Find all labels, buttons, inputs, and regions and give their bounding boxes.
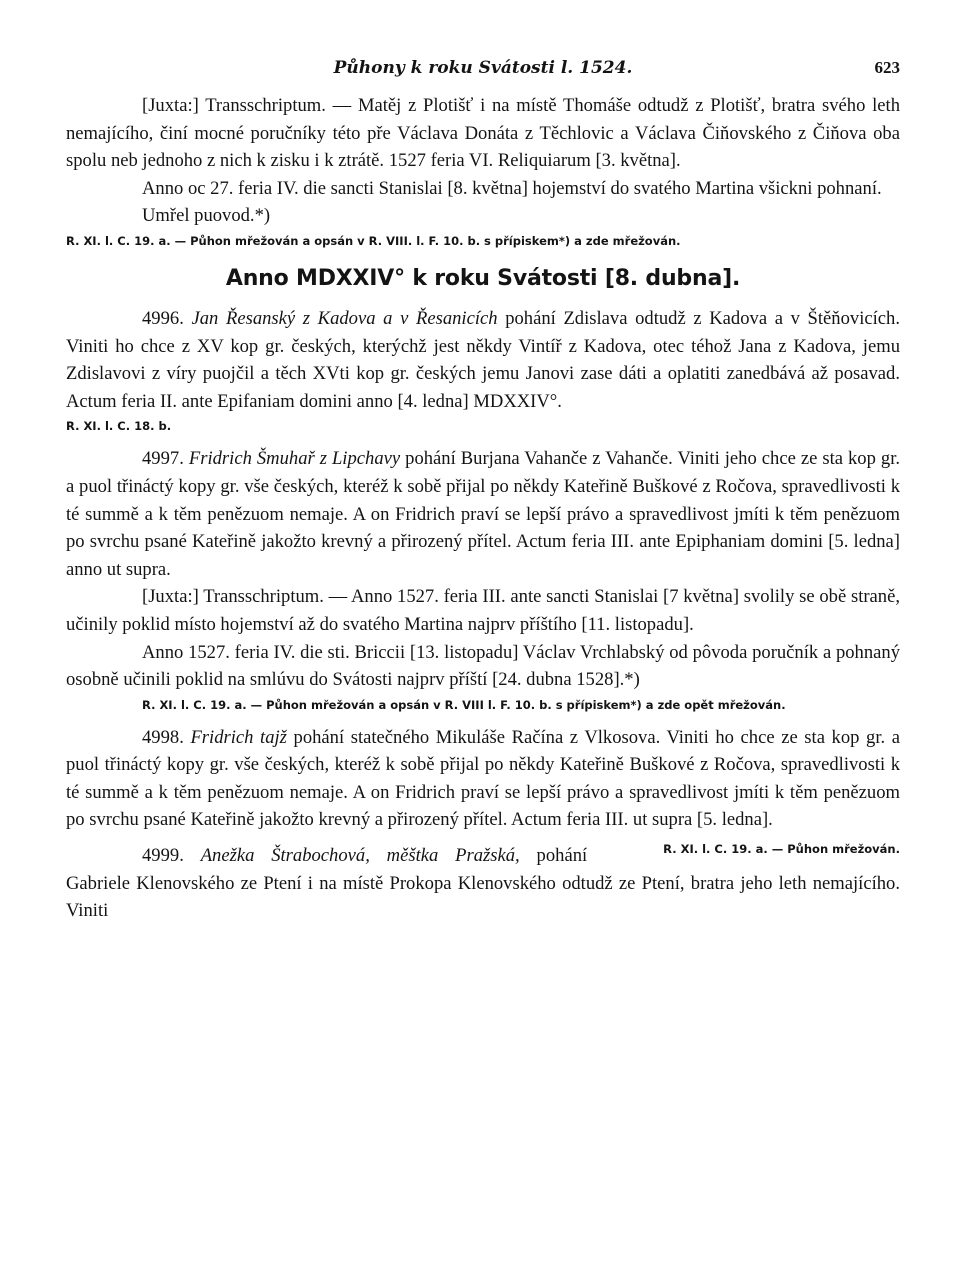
page-number: 623 — [874, 58, 900, 77]
source-note: R. XI. l. C. 18. b. — [66, 419, 172, 434]
entry-party-name: Fridrich Šmuhař z Lipchavy — [188, 448, 401, 470]
entry-number: 4996. — [142, 307, 184, 329]
entry-party-name: Anežka Štrabochová, měštka Pražská, — [200, 845, 520, 867]
umrel-paragraph: Umřel puovod.*) — [142, 205, 271, 227]
entry-text: pohání Burjana Vahanče z Vahanče. Viniti jeho chce ze sta kop gr. a puol třináctý kopy gr. vše českých, kteréž k sobě přijal po někdy Kateřině Buškové z Ročova, spravedlivosti k té summě a k těm penězuom nemaje. A on Fridrich praví se lepší právo a spravedlivost jmíti k těm penězuom po svrchu psané Kateřině jakožto krevný a přirozený přítel. Actum feria III. ante Epiphaniam domini [5. ledna] anno ut supra. — [66, 448, 901, 580]
page-header — [66, 52, 900, 82]
entry-text: pohání Zdislava odtudž z Kadova a v Štěňovicích. Viniti ho chce z XV kop gr. českých, kterýchž jest někdy Vintíř z Kadova, otec téhož Jana z Kadova, jemu Zdislavovi z víry puojčil a těch XVti kop gr. českých jemu Janovi zase dáti a oplatiti zanedbává až posavad. Actum feria II. ante Epifaniam domini anno [4. ledna] MDXXIV°. — [66, 307, 900, 412]
juxta-paragraph: [Juxta:] Transschriptum. — Anno 1527. feria III. ante sancti Stanislai [7 května] svolily se obě straně, učinily poklid místo hojemství až do svatého Martina najprv příštího [11. listopadu]. — [66, 586, 900, 635]
entry-text: pohání Gabriele Klenovského ze Ptení i na místě Prokopa Klenovského odtudž ze Ptení, bratra jeho leth nemajícího. Viniti — [66, 845, 900, 922]
entry-text: pohání statečného Mikuláše Račína z Vlkosova. Viniti ho chce ze sta kop gr. a puol třináctý kopy gr. vše českých, kteréž k sobě přijal po někdy Kateřině Buškové z Ročova, spravedlivosti k té summě a k těm penězuom nemaje. A on Fridrich praví se lepší právo a spravedlivost jmíti k těm penězuom po svrchu psané Kateřině jakožto krevný a přirozený přítel. Actum feria III. ut supra [5. ledna]. — [66, 726, 900, 831]
source-note: R. XI. l. C. 19. a. — Půhon mřežován. — [663, 842, 900, 857]
anno-paragraph: Anno oc 27. feria IV. die sancti Stanislai [8. května] hojemství do svatého Martina všickni pohnaní. — [142, 177, 882, 199]
document-page — [66, 52, 900, 925]
entry-number: 4999. — [142, 845, 184, 867]
section-heading: Anno MDXXIV° k roku Svátosti [8. dubna]. — [225, 265, 741, 291]
entry-party-name: Fridrich tajž — [190, 726, 287, 748]
entry-4996 — [66, 305, 900, 415]
anno-paragraph: Anno 1527. feria IV. die sti. Briccii [13. listopadu] Václav Vrchlabský od pôvoda poručník a pohnaný osobně učinili poklid na smlúvu do Svátosti najprv příští [24. dubna 1528].*) — [66, 641, 900, 691]
juxta-paragraph: [Juxta:] Transschriptum. — Matěj z Plotišť i na místě Thomáše odtudž z Plotišť, bratra svého leth nemajícího, činí mocné poručníky této pře Václava Donáta z Těchlovic a Václava Čiňovského z Čiňova oba spolu neb jednoho z nich k zisku i k ztrátě. 1527 feria VI. Reliquiarum [3. května]. — [66, 95, 900, 172]
running-title: Půhony k roku Svátosti l. 1524. — [333, 58, 633, 78]
entry-4997 — [66, 445, 900, 583]
entry-number: 4998. — [142, 726, 184, 748]
entry-number: 4997. — [142, 448, 184, 470]
source-note: R. XI. l. C. 19. a. — Půhon mřežován a opsán v R. VIII l. F. 10. b. s přípiskem*) a zde opět mřežován. — [142, 697, 786, 712]
entry-party-name: Jan Řesanský z Kadova a v Řesanicích — [191, 307, 498, 329]
source-note: R. XI. l. C. 19. a. — Půhon mřežován a opsán v R. VIII. l. F. 10. b. s přípiskem*) a zde mřežován. — [66, 233, 681, 248]
